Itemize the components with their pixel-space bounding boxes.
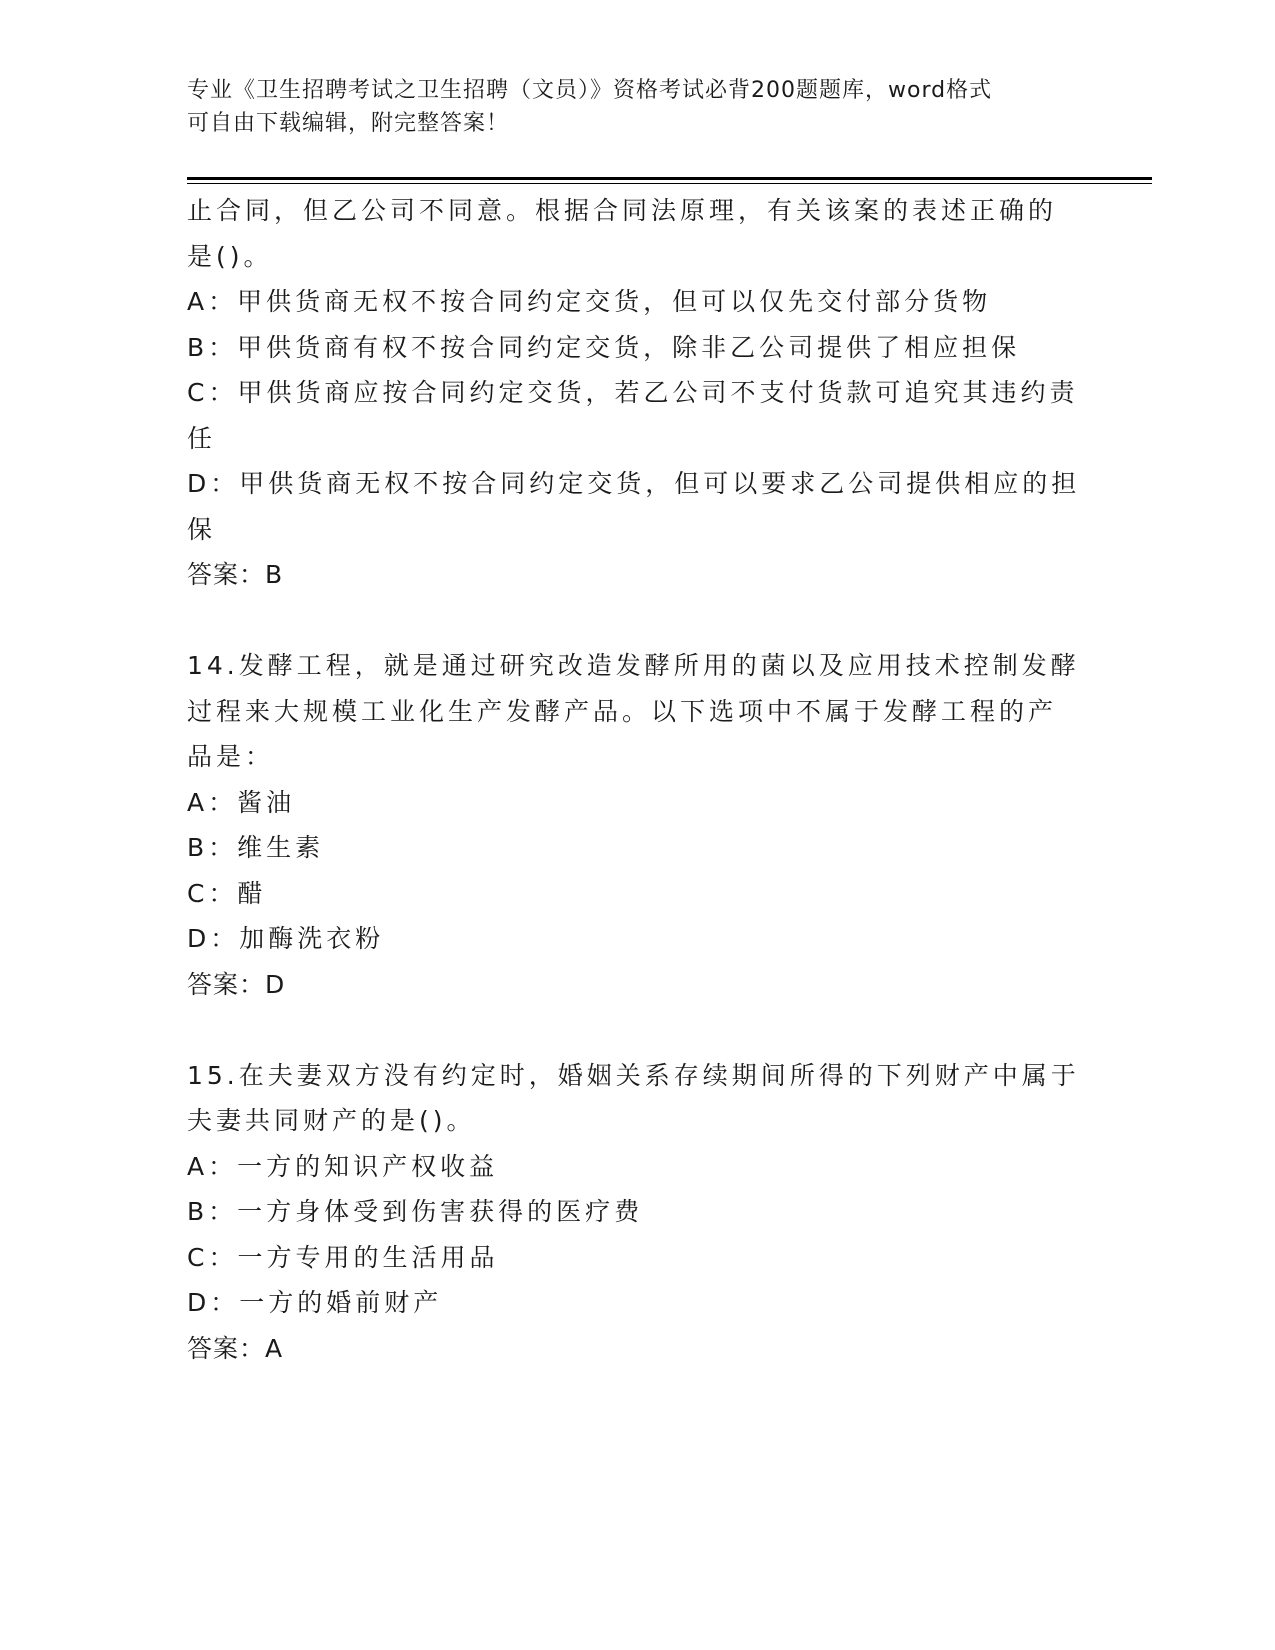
option-a: A：甲供货商无权不按合同约定交货，但可以仅先交付部分货物 [187, 287, 992, 316]
question-14 [187, 643, 1080, 1007]
question-content [187, 188, 1081, 1371]
header-divider-thick [187, 177, 1152, 180]
question-13 [187, 188, 1081, 598]
question-stem-line: 止合同，但乙公司不同意。根据合同法原理，有关该案的表述正确的 [187, 196, 1058, 225]
header-line-2: 可自由下载编辑，附完整答案！ [187, 111, 510, 136]
question-spacer [187, 1007, 1077, 1053]
question-stem-line: 14.发酵工程，就是通过研究改造发酵所用的菌以及应用技术控制发酵 [187, 651, 1080, 680]
question-stem-line: 品是： [187, 742, 275, 771]
option-b: B：甲供货商有权不按合同约定交货，除非乙公司提供了相应担保 [187, 332, 1021, 362]
option-d-continued: 保 [187, 514, 217, 544]
option-c: C：醋 [187, 878, 267, 908]
header-line-1: 专业《卫生招聘考试之卫生招聘（文员）》资格考试必背200题题库，word格式 [187, 78, 993, 103]
answer-label: 答案：B [187, 560, 284, 589]
option-b: B：一方身体受到伤害获得的医疗费 [187, 1197, 644, 1226]
option-c: C：甲供货商应按合同约定交货，若乙公司不支付货款可追究其违约责 [187, 378, 1079, 407]
option-d: D：甲供货商无权不按合同约定交货，但可以要求乙公司提供相应的担 [187, 469, 1081, 498]
header-divider-thin [187, 183, 1152, 184]
option-a: A：一方的知识产权收益 [187, 1151, 499, 1181]
question-15 [187, 1053, 1080, 1372]
question-stem-line: 夫妻共同财产的是()。 [187, 1106, 476, 1135]
option-a: A：酱油 [187, 787, 296, 817]
question-stem-line: 过程来大规模工业化生产发酵产品。以下选项中不属于发酵工程的产 [187, 696, 1058, 726]
question-stem-line: 是()。 [187, 241, 273, 271]
option-d: D：加酶洗衣粉 [187, 924, 385, 953]
option-d: D：一方的婚前财产 [187, 1288, 443, 1317]
document-header [187, 74, 1087, 140]
answer-label: 答案：A [187, 1333, 284, 1363]
question-stem-line: 15.在夫妻双方没有约定时，婚姻关系存续期间所得的下列财产中属于 [187, 1060, 1080, 1090]
option-c: C：一方专用的生活用品 [187, 1242, 499, 1272]
question-spacer [187, 598, 1077, 644]
answer-label: 答案：D [187, 969, 286, 999]
option-c-continued: 任 [187, 423, 217, 453]
option-b: B：维生素 [187, 833, 325, 862]
